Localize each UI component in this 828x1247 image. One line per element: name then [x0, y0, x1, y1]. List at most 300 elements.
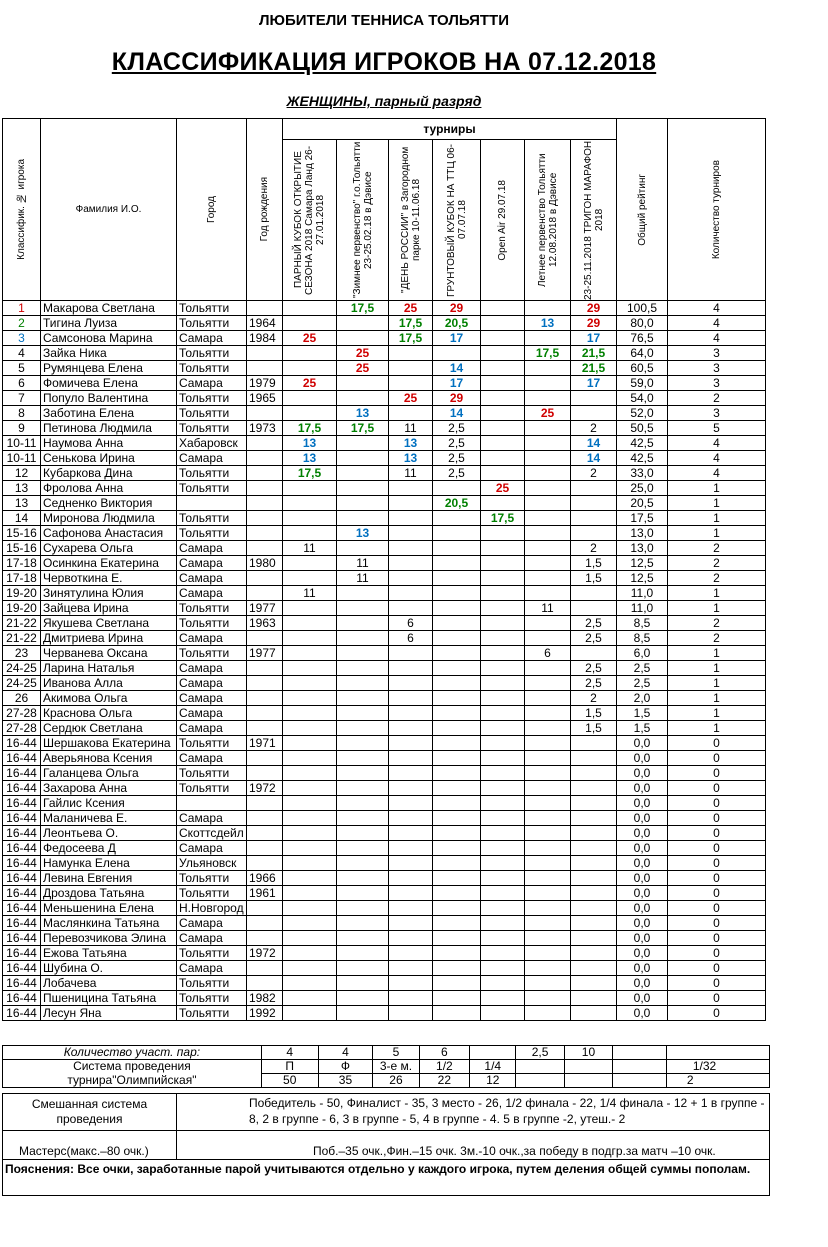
row-score-t3: [389, 526, 433, 541]
row-score-t2: [337, 541, 389, 556]
row-score-t6: [525, 826, 571, 841]
row-rank: 2: [3, 316, 41, 331]
row-score-t7: [571, 526, 617, 541]
row-score-t2: [337, 841, 389, 856]
table-row: [3, 436, 766, 451]
row-score-t2: [337, 811, 389, 826]
row-score-t6: [525, 796, 571, 811]
row-score-t4: [433, 646, 481, 661]
row-count: 0: [668, 856, 766, 871]
row-score-t2: [337, 961, 389, 976]
row-name: Румянцева Елена: [41, 361, 177, 376]
row-rank: 21-22: [3, 631, 41, 646]
row-score-t6: [525, 571, 571, 586]
row-score-t7: 1,5: [571, 571, 617, 586]
row-rank: 16-44: [3, 916, 41, 931]
row-score-t4: [433, 526, 481, 541]
row-score-t5: [481, 1006, 525, 1021]
row-rank: 10-11: [3, 451, 41, 466]
row-total: 59,0: [617, 376, 668, 391]
row-name: Сухарева Ольга: [41, 541, 177, 556]
row-score-t5: [481, 436, 525, 451]
row-score-t6: 11: [525, 601, 571, 616]
table-row: [3, 361, 766, 376]
row-name: Дроздова Татьяна: [41, 886, 177, 901]
row-count: 0: [668, 991, 766, 1006]
row-year: [247, 961, 283, 976]
row-score-t1: [283, 646, 337, 661]
table-row: [3, 496, 766, 511]
row-count: 0: [668, 826, 766, 841]
row-score-t3: 13: [389, 451, 433, 466]
row-score-t6: [525, 901, 571, 916]
row-score-t3: [389, 376, 433, 391]
row-name: Пшеницина Татьяна: [41, 991, 177, 1006]
row-score-t6: [525, 451, 571, 466]
row-city: Самара: [177, 661, 247, 676]
row-score-t5: [481, 496, 525, 511]
row-score-t1: [283, 361, 337, 376]
row-score-t2: [337, 751, 389, 766]
row-total: 13,0: [617, 526, 668, 541]
row-score-t6: [525, 556, 571, 571]
row-year: [247, 511, 283, 526]
row-city: Хабаровск: [177, 436, 247, 451]
row-rank: 19-20: [3, 586, 41, 601]
row-city: Тольятти: [177, 526, 247, 541]
row-city: Самара: [177, 586, 247, 601]
row-score-t1: [283, 511, 337, 526]
row-rank: 16-44: [3, 871, 41, 886]
row-total: 0,0: [617, 811, 668, 826]
row-count: 0: [668, 1006, 766, 1021]
row-score-t4: 20,5: [433, 496, 481, 511]
row-count: 1: [668, 481, 766, 496]
row-score-t7: [571, 391, 617, 406]
row-rank: 16-44: [3, 841, 41, 856]
table-row: [3, 1006, 766, 1021]
table-row: [3, 646, 766, 661]
row-score-t4: [433, 721, 481, 736]
row-total: 2,5: [617, 661, 668, 676]
row-city: Самара: [177, 916, 247, 931]
row-city: Тольятти: [177, 421, 247, 436]
row-city: Скоттсдейл: [177, 826, 247, 841]
header-row-1: [3, 119, 766, 140]
row-score-t3: [389, 556, 433, 571]
row-total: 17,5: [617, 511, 668, 526]
col-tournament-4: ГРУНТОВЫЙ КУБОК НА ТТЦ 06-07.07.18: [433, 140, 481, 301]
row-score-t1: [283, 616, 337, 631]
row-score-t1: [283, 556, 337, 571]
row-year: [247, 901, 283, 916]
row-score-t5: [481, 571, 525, 586]
row-rank: 16-44: [3, 856, 41, 871]
row-score-t5: [481, 391, 525, 406]
row-score-t1: [283, 301, 337, 316]
table-row: [3, 751, 766, 766]
row-name: Наумова Анна: [41, 436, 177, 451]
row-score-t3: [389, 946, 433, 961]
row-city: Самара: [177, 841, 247, 856]
row-rank: 15-16: [3, 541, 41, 556]
row-rank: 16-44: [3, 781, 41, 796]
row-city: [177, 496, 247, 511]
row-score-t5: [481, 796, 525, 811]
row-score-t6: [525, 586, 571, 601]
row-score-t3: 25: [389, 391, 433, 406]
table-row: [3, 871, 766, 886]
row-name: Фомичева Елена: [41, 376, 177, 391]
row-city: [177, 796, 247, 811]
row-name: Сердюк Светлана: [41, 721, 177, 736]
row-rank: 16-44: [3, 826, 41, 841]
row-score-t4: [433, 586, 481, 601]
row-city: Самара: [177, 451, 247, 466]
row-score-t6: 6: [525, 646, 571, 661]
row-score-t4: [433, 991, 481, 1006]
row-score-t5: [481, 451, 525, 466]
table-row: [3, 571, 766, 586]
row-rank: 24-25: [3, 676, 41, 691]
row-city: Тольятти: [177, 511, 247, 526]
row-score-t7: [571, 1006, 617, 1021]
row-name: Дмитриева Ирина: [41, 631, 177, 646]
row-total: 13,0: [617, 541, 668, 556]
row-score-t2: [337, 916, 389, 931]
row-score-t3: 6: [389, 616, 433, 631]
row-score-t2: [337, 631, 389, 646]
row-rank: 17-18: [3, 556, 41, 571]
row-rank: 16-44: [3, 961, 41, 976]
row-score-t2: [337, 316, 389, 331]
row-score-t6: [525, 721, 571, 736]
row-score-t2: [337, 931, 389, 946]
row-total: 0,0: [617, 901, 668, 916]
row-name: Тигина Луиза: [41, 316, 177, 331]
row-score-t7: 14: [571, 451, 617, 466]
col-tournament-1: ПАРНЫЙ КУБОК ОТКРЫТИЕ СЕЗОНА 2018 Самара Ланд 26-27.01.2018: [283, 140, 337, 301]
row-score-t2: [337, 781, 389, 796]
row-score-t2: [337, 886, 389, 901]
row-score-t5: [481, 406, 525, 421]
row-score-t3: [389, 361, 433, 376]
row-score-t5: [481, 301, 525, 316]
row-name: Зайка Ника: [41, 346, 177, 361]
row-rank: 16-44: [3, 1006, 41, 1021]
row-score-t3: [389, 796, 433, 811]
table-row: [3, 991, 766, 1006]
row-score-t7: [571, 766, 617, 781]
count-t1: 4: [261, 1046, 318, 1060]
row-score-t3: 11: [389, 421, 433, 436]
row-rank: 15-16: [3, 526, 41, 541]
row-year: [247, 931, 283, 946]
row-score-t3: 13: [389, 436, 433, 451]
row-score-t3: [389, 571, 433, 586]
table-row: [3, 886, 766, 901]
row-city: Ульяновск: [177, 856, 247, 871]
row-count: 4: [668, 451, 766, 466]
table-row: [3, 781, 766, 796]
row-count: 0: [668, 916, 766, 931]
row-city: Самара: [177, 751, 247, 766]
row-count: 3: [668, 376, 766, 391]
row-score-t4: 2,5: [433, 451, 481, 466]
row-score-t7: 2,5: [571, 676, 617, 691]
row-total: 50,5: [617, 421, 668, 436]
row-count: 0: [668, 886, 766, 901]
row-score-t4: 29: [433, 301, 481, 316]
row-score-t5: [481, 931, 525, 946]
row-score-t4: [433, 481, 481, 496]
row-year: 1992: [247, 1006, 283, 1021]
rating-table: [2, 118, 766, 1021]
row-city: Самара: [177, 931, 247, 946]
row-score-t2: [337, 871, 389, 886]
row-city: Самара: [177, 811, 247, 826]
row-name: Миронова Людмила: [41, 511, 177, 526]
row-score-t2: [337, 466, 389, 481]
row-name: Червоткина Е.: [41, 571, 177, 586]
table-row: [3, 586, 766, 601]
row-name: Шубина О.: [41, 961, 177, 976]
row-score-t3: [389, 721, 433, 736]
row-score-t7: 2: [571, 691, 617, 706]
row-score-t1: [283, 961, 337, 976]
row-total: 60,5: [617, 361, 668, 376]
row-rank: 19-20: [3, 601, 41, 616]
row-rank: 27-28: [3, 721, 41, 736]
col-tournament-3: "ДЕНЬ РОССИИ" в Загородном парке 10-11.06.18: [389, 140, 433, 301]
row-score-t3: [389, 751, 433, 766]
page-subtitle: ЖЕНЩИНЫ, парный разряд: [286, 93, 482, 109]
row-score-t2: [337, 991, 389, 1006]
row-score-t2: [337, 376, 389, 391]
row-score-t5: [481, 991, 525, 1006]
row-city: Тольятти: [177, 406, 247, 421]
row-score-t2: 17,5: [337, 301, 389, 316]
row-score-t7: [571, 481, 617, 496]
row-score-t3: [389, 646, 433, 661]
row-score-t5: [481, 826, 525, 841]
system-label-1: Система проведения: [3, 1060, 262, 1074]
row-score-t1: 17,5: [283, 421, 337, 436]
table-row: [3, 301, 766, 316]
row-year: 1966: [247, 871, 283, 886]
row-city: Тольятти: [177, 976, 247, 991]
row-count: 1: [668, 601, 766, 616]
row-total: 2,0: [617, 691, 668, 706]
row-score-t1: 11: [283, 586, 337, 601]
table-row: [3, 601, 766, 616]
row-rank: 16-44: [3, 901, 41, 916]
count-t7: 10: [564, 1046, 612, 1060]
row-city: Самара: [177, 541, 247, 556]
row-score-t4: [433, 901, 481, 916]
row-count: 3: [668, 346, 766, 361]
row-score-t7: [571, 511, 617, 526]
row-city: Тольятти: [177, 466, 247, 481]
row-score-t1: 25: [283, 376, 337, 391]
row-city: Тольятти: [177, 601, 247, 616]
row-score-t1: 25: [283, 331, 337, 346]
count-label: Количество участ. пар:: [3, 1046, 262, 1060]
org-title: ЛЮБИТЕЛИ ТЕННИСА ТОЛЬЯТТИ: [259, 12, 509, 29]
row-name: Ларина Наталья: [41, 661, 177, 676]
row-score-t5: [481, 781, 525, 796]
row-score-t1: [283, 736, 337, 751]
row-score-t6: [525, 1006, 571, 1021]
row-score-t5: [481, 886, 525, 901]
row-year: [247, 691, 283, 706]
row-score-t5: [481, 811, 525, 826]
row-name: Популо Валентина: [41, 391, 177, 406]
row-count: 2: [668, 616, 766, 631]
row-count: 4: [668, 331, 766, 346]
row-year: [247, 526, 283, 541]
row-year: [247, 796, 283, 811]
row-score-t4: 17: [433, 376, 481, 391]
table-row: [3, 556, 766, 571]
row-score-t6: [525, 526, 571, 541]
row-score-t6: [525, 691, 571, 706]
row-score-t6: [525, 841, 571, 856]
row-rank: 9: [3, 421, 41, 436]
row-total: 0,0: [617, 961, 668, 976]
count-t3: 5: [373, 1046, 419, 1060]
row-score-t4: [433, 736, 481, 751]
table-row: [3, 676, 766, 691]
row-score-t1: [283, 481, 337, 496]
row-score-t2: 13: [337, 526, 389, 541]
table-row: [3, 946, 766, 961]
row-score-t7: [571, 901, 617, 916]
row-year: 1965: [247, 391, 283, 406]
row-name: Черванева Оксана: [41, 646, 177, 661]
row-name: Петинова Людмила: [41, 421, 177, 436]
row-score-t5: [481, 961, 525, 976]
row-score-t2: [337, 661, 389, 676]
row-score-t6: 17,5: [525, 346, 571, 361]
table-row: [3, 706, 766, 721]
row-rank: 13: [3, 496, 41, 511]
row-year: [247, 346, 283, 361]
row-rank: 27-28: [3, 706, 41, 721]
table-row: [3, 481, 766, 496]
row-score-t3: [389, 826, 433, 841]
masters-label: Мастерс(макс.–80 очк.): [19, 1144, 149, 1158]
row-city: Тольятти: [177, 886, 247, 901]
row-year: [247, 496, 283, 511]
row-total: 42,5: [617, 451, 668, 466]
row-count: 1: [668, 691, 766, 706]
row-year: 1973: [247, 421, 283, 436]
row-name: Лобачева: [41, 976, 177, 991]
table-row: [3, 451, 766, 466]
row-score-t6: [525, 856, 571, 871]
row-city: Тольятти: [177, 391, 247, 406]
row-name: Иванова Алла: [41, 676, 177, 691]
row-total: 11,0: [617, 586, 668, 601]
row-year: [247, 541, 283, 556]
table-row: [3, 691, 766, 706]
row-score-t2: [337, 976, 389, 991]
row-score-t7: [571, 916, 617, 931]
row-score-t2: [337, 481, 389, 496]
row-year: [247, 631, 283, 646]
row-rank: 21-22: [3, 616, 41, 631]
table-row: [3, 466, 766, 481]
row-count: 1: [668, 721, 766, 736]
row-score-t7: 2,5: [571, 661, 617, 676]
row-score-t1: 13: [283, 451, 337, 466]
row-name: Леонтьева О.: [41, 826, 177, 841]
page-title: КЛАССИФИКАЦИЯ ИГРОКОВ НА 07.12.2018: [111, 48, 657, 76]
row-year: 1972: [247, 946, 283, 961]
row-score-t4: 14: [433, 406, 481, 421]
row-score-t1: [283, 691, 337, 706]
row-score-t3: [389, 856, 433, 871]
row-score-t1: [283, 346, 337, 361]
row-total: 0,0: [617, 946, 668, 961]
row-total: 42,5: [617, 436, 668, 451]
row-score-t1: [283, 901, 337, 916]
row-total: 80,0: [617, 316, 668, 331]
row-score-t4: [433, 841, 481, 856]
row-year: [247, 766, 283, 781]
row-name: Якушева Светлана: [41, 616, 177, 631]
row-score-t2: 13: [337, 406, 389, 421]
row-score-t7: 2: [571, 421, 617, 436]
table-row: [3, 316, 766, 331]
stage-1: П: [261, 1060, 318, 1074]
row-total: 54,0: [617, 391, 668, 406]
row-score-t2: [337, 721, 389, 736]
summary-table: [2, 1045, 770, 1088]
row-score-t1: [283, 826, 337, 841]
row-year: [247, 706, 283, 721]
row-total: 0,0: [617, 796, 668, 811]
row-score-t2: [337, 691, 389, 706]
mixed-text: Победитель - 50, Финалист - 35, 3 место - 26, 1/2 финала - 22, 1/4 финала - 12 + 1 в группе - 8, 2 в группе - 6, 3 в группе - 5, 4 в группе - 4. 5 в группе -2, утеш.- 2: [249, 1096, 765, 1126]
row-name: Фролова Анна: [41, 481, 177, 496]
row-count: 4: [668, 316, 766, 331]
row-score-t1: [283, 871, 337, 886]
row-score-t5: [481, 661, 525, 676]
row-score-t3: [389, 991, 433, 1006]
row-city: Тольятти: [177, 1006, 247, 1021]
row-name: Левина Евгения: [41, 871, 177, 886]
row-name: Шершакова Екатерина: [41, 736, 177, 751]
row-rank: 16-44: [3, 811, 41, 826]
row-total: 0,0: [617, 736, 668, 751]
row-score-t1: [283, 856, 337, 871]
row-score-t6: 25: [525, 406, 571, 421]
row-count: 1: [668, 676, 766, 691]
row-score-t6: [525, 361, 571, 376]
row-year: [247, 361, 283, 376]
row-year: [247, 916, 283, 931]
table-row: [3, 856, 766, 871]
row-score-t3: [389, 916, 433, 931]
row-name: Захарова Анна: [41, 781, 177, 796]
row-score-t6: [525, 481, 571, 496]
row-score-t7: [571, 496, 617, 511]
mixed-label: Смешанная система проведения: [3, 1094, 177, 1130]
row-year: 1979: [247, 376, 283, 391]
row-score-t7: 1,5: [571, 556, 617, 571]
